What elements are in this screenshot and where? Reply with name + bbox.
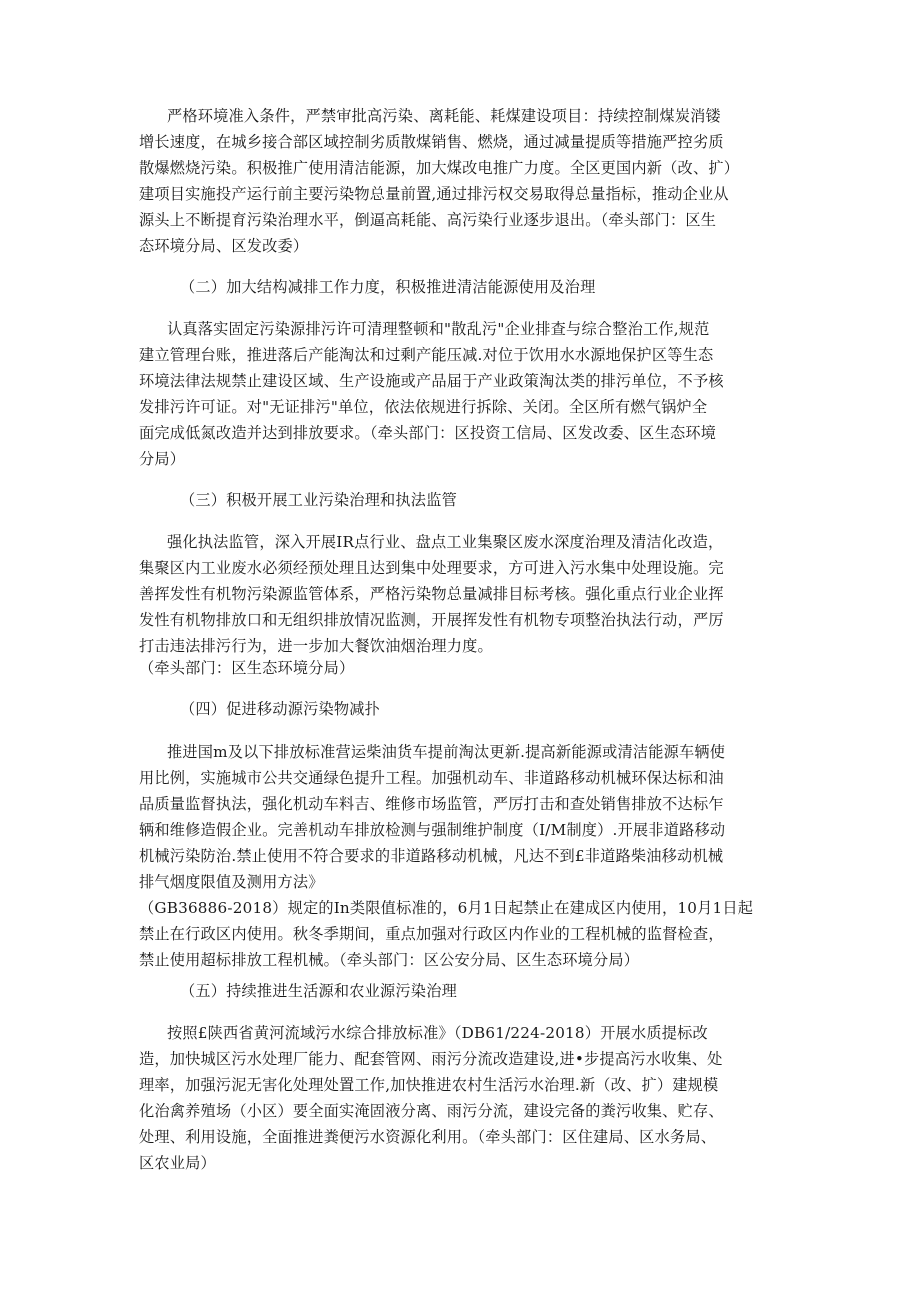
text-line: （牵头部门：区生态环境分局）: [139, 659, 355, 677]
section-heading: （四）促进移动源污染物减扑: [180, 700, 381, 718]
text-line: 按照£陕西省黄河流域污水综合排放标准》（DB61/224-2018）开展水质提标改: [167, 1024, 708, 1042]
text-line: 禁止在行政区内使用。秋冬季期间，重点加强对行政区内作业的工程机械的监督检查，: [139, 925, 724, 943]
text-line: 化治禽养殖场（小区）要全面实淹固液分离、雨污分流，建设完备的粪污收集、贮存、: [139, 1102, 724, 1120]
text-line: 辆和维修造假企业。完善机动车排放检测与强制维护制度（I/M制度）.开展非道路移动: [139, 821, 726, 839]
text-line: 推进国m及以下排放标准营运柴油货车提前淘汰更新.提高新能源或清洁能源车辆使: [167, 743, 726, 761]
text-line: 分局）: [139, 450, 186, 468]
text-line: 增长速度，在城乡接合部区域控制劣质散煤销售、燃烧，通过减量提质等措施严控劣质: [139, 133, 724, 151]
section-heading: （二）加大结构减排工作力度，积极推进清洁能源使用及治理: [180, 278, 596, 296]
text-line: 用比例，实施城市公共交通绿色提升工程。加强机动车、非道路移动机械环保达标和油: [139, 769, 724, 787]
text-line: 认真落实固定污染源排污许可清理整顿和"散乱污"企业排查与综合整治工作,规范: [167, 320, 710, 338]
text-line: 机械污染防治.禁止使用不符合要求的非道路移动机械，凡达不到£非道路柴油移动机械: [139, 847, 724, 865]
text-line: 理率，加强污泥无害化处理处置工作,加快推进农村生活污水治理.新（改、扩）建规模: [139, 1076, 719, 1094]
text-line: 散爆燃烧污染。积极推广使用清洁能源，加大煤改电推广力度。全区更国内新（改、扩）: [139, 159, 740, 177]
text-line: 建项目实施投产运行前主要污染物总量前置,通过排污权交易取得总量指标，推动企业从: [139, 185, 729, 203]
text-line: 处理、利用设施，全面推进粪便污水资源化利用。（牵头部门：区住建局、区水务局、: [139, 1128, 717, 1146]
text-line: 排气烟度限值及测用方法》: [139, 873, 324, 891]
text-line: 禁止使用超标排放工程机械。（牵头部门：区公安分局、区生态环境分局）: [139, 951, 640, 969]
text-line: 发排污许可证。对"无证排污"单位，依法依规进行拆除、关闭。全区所有燃气锅炉全: [139, 398, 708, 416]
text-line: 区农业局）: [139, 1154, 216, 1172]
text-line: 打击违法排污行为，进一步加大餐饮油烟治理力度。: [139, 637, 493, 655]
text-line: 强化执法监管，深入开展IR点行业、盘点工业集聚区废水深度治理及清洁化改造，: [167, 533, 724, 551]
text-line: 集聚区内工业废水必须经预处理且达到集中处理要求，方可进入污水集中处理设施。完: [139, 559, 724, 577]
text-line: 态环境分局、区发改委）: [139, 237, 309, 255]
text-line: 品质量监督执法，强化机动车料吉、维修市场监管，严厉打击和查处销售排放不达标乍: [139, 795, 724, 813]
text-line: 面完成低氮改造并达到排放要求。（牵头部门：区投资工信局、区发改委、区生态环境: [139, 424, 717, 442]
text-line: 善挥发性有机物污染源监管体系，严格污染物总量减排目标考核。强化重点行业企业挥: [139, 585, 724, 603]
text-line: 环境法律法规禁止建设区域、生产设施或产品届于产业政策淘汰类的排污单位，不予核: [139, 372, 724, 390]
text-line: 严格环境准入条件，严禁审批高污染、离耗能、耗煤建设项目：持续控制煤炭消镂: [167, 107, 721, 125]
text-line: 建立管理台账，推进落后产能淘汰和过剩产能压减.对位于饮用水水源地保护区等生态: [139, 346, 714, 364]
text-line: （GB36886-2018）规定的In类限值标准的，6月1日起禁止在建成区内使用，10月1日起: [139, 899, 754, 917]
text-line: 造，加快城区污水处理厂能力、配套管网、雨污分流改造建设,进•步提高污水收集、处: [139, 1050, 723, 1068]
section-heading: （三）积极开展工业污染治理和执法监管: [180, 491, 457, 509]
text-line: 源头上不断提育污染治理水平，倒逼高耗能、高污染行业逐步退出。（牵头部门：区生: [139, 211, 717, 229]
section-heading: （五）持续推进生活源和农业源污染治理: [180, 982, 457, 1000]
text-line: 发性有机物排放口和无组织排放情况监测，开展挥发性有机物专项整治执法行动，严厉: [139, 611, 724, 629]
